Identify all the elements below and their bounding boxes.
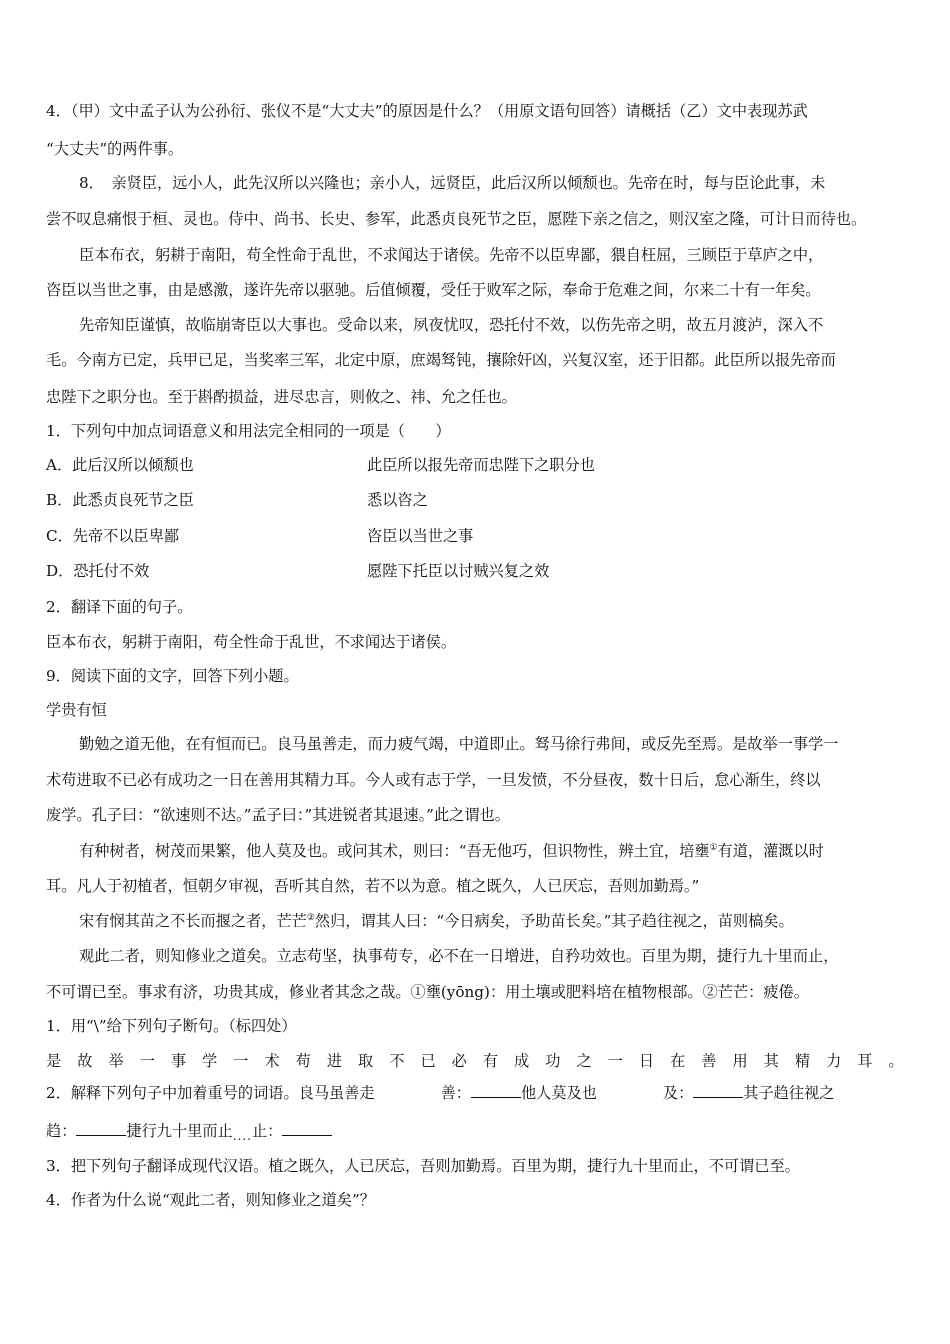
q8-passage-line: 毛。今南方已定，兵甲已足，当奖率三军，北定中原，庶竭驽钝，攘除奸凶，兴复汉室，还于旧都。此臣所以报先帝而 (46, 351, 836, 369)
q8-passage-line: 忠陛下之职分也。至于斟酌损益，进尽忠言，则攸之、祎、允之任也。 (46, 388, 517, 406)
sentence-char: 有 (482, 1052, 499, 1070)
q9-sub-question-2-line-1: 2．解释下列句子中加着重号的词语。良马虽善走 善： 他人莫及也 及： 其子趋往视之 (46, 1084, 835, 1102)
q8-question-2-stem: 2．翻译下面的句子。 (46, 598, 193, 616)
sentence-char: 一 (139, 1052, 155, 1070)
q9-intro: 9．阅读下面的文字，回答下列小题。 (46, 667, 299, 685)
sentence-char: 力 (826, 1052, 842, 1070)
sentence-char: 其 (763, 1052, 779, 1070)
q8-passage-line: 尝不叹息痛恨于桓、灵也。侍中、尚书、长史、参军，此悉贞良死节之臣，愿陛下亲之信之，则汉室之隆，可计日而待也。 (46, 210, 867, 228)
q9-passage-line: 不可谓已至。事求有济，功贵其成，修业者其念之哉。①壅(yōng)：用土壤或肥料培在植物根部。②芒芒：疲倦。 (46, 983, 809, 1001)
sentence-char: 取 (358, 1052, 374, 1070)
sentence-char: 故 (77, 1052, 93, 1070)
question-4-line-2: “大丈夫”的两件事。 (46, 140, 184, 158)
option-b-right: 悉以咨之 (367, 491, 428, 509)
sentence-char: 不 (389, 1052, 405, 1070)
sentence-char: 之 (576, 1052, 592, 1070)
sentence-char: 苟 (295, 1052, 311, 1070)
sentence-char: 举 (108, 1052, 124, 1070)
q9-sub-question-4: 4．作者为什么说“观此二者，则知修业之道矣”？ (46, 1191, 375, 1209)
sentence-char: 进 (326, 1052, 343, 1070)
sentence-char: 术 (264, 1052, 280, 1070)
answer-blank[interactable] (693, 1083, 743, 1098)
q9-passage-title: 学贵有恒 (46, 701, 107, 719)
sentence-char: 用 (732, 1052, 748, 1070)
answer-blank[interactable] (282, 1121, 332, 1136)
option-d-left: D．恐托付不效 (46, 562, 150, 580)
sentence-to-punctuate (46, 1050, 904, 1072)
q9-passage-line: 耳。凡人于初植者，恒朝夕审视，吾听其自然，若不以为意。植之既久，人已厌忘，吾则加勤焉。” (46, 877, 700, 895)
option-a-left: A．此后汉所以倾颓也 (46, 456, 194, 474)
sentence-char: 成 (514, 1052, 530, 1070)
sentence-char: 一 (233, 1052, 249, 1070)
q9-sub-question-1-stem: 1．用“\”给下列句子断句。（标四处） (46, 1017, 297, 1035)
q8-passage-line: 先帝知臣谨慎，故临崩寄臣以大事也。受命以来，夙夜忧叹，恐托付不效，以伤先帝之明，故五月渡泸，深入不 (79, 316, 824, 334)
q8-question-2-sentence: 臣本布衣，躬耕于南阳，苟全性命于乱世，不求闻达于诸侯。 (46, 633, 457, 651)
sentence-char: 精 (794, 1052, 811, 1070)
sentence-char: 。 (888, 1052, 904, 1070)
option-c-left: C．先帝不以臣卑鄙 (46, 527, 180, 545)
question-4-line-1: 4．（甲）文中孟子认为公孙衍、张仪不是“大丈夫”的原因是什么？（用原文语句回答）请概括（乙）文中表现苏武 (46, 102, 808, 120)
sentence-char: 在 (670, 1052, 686, 1070)
option-b-left: B．此悉贞良死节之臣 (46, 491, 194, 509)
answer-blank[interactable] (76, 1121, 126, 1136)
q9-passage-line: 宋有悯其苗之不长而揠之者，芒芒②然归，谓其人曰：“今日病矣，予助苗长矣。”其子趋往视之，苗则槁矣。 (79, 912, 794, 930)
q9-sub-question-3: 3．把下列句子翻译成现代汉语。植之既久，人已厌忘，吾则加勤焉。百里为期，捷行九十里而止，不可谓已至。 (46, 1157, 800, 1175)
sentence-char: 是 (46, 1052, 62, 1070)
answer-blank[interactable] (471, 1083, 521, 1098)
q8-passage-line: 8． 亲贤臣，远小人，此先汉所以兴隆也；亲小人，远贤臣，此后汉所以倾颓也。先帝在时，每与臣论此事，未 (79, 174, 826, 192)
q9-passage-line: 观此二者，则知修业之道矣。立志苟坚，执事苟专，必不在一日增进，自矜功效也。百里为期，捷行九十里而止， (79, 947, 839, 965)
sentence-char: 已 (420, 1052, 436, 1070)
q8-passage-line: 臣本布衣，躬耕于南阳，苟全性命于乱世，不求闻达于诸侯。先帝不以臣卑鄙，猥自枉屈，三顾臣于草庐之中， (79, 246, 824, 264)
q9-passage-line: 有种树者，树茂而果繁，他人莫及也。或问其术，则曰：“吾无他巧，但识物性，辨土宜，培壅①有道，灌溉以时 (79, 842, 824, 860)
footnote-marker: ② (306, 912, 315, 923)
q8-passage-line: 咨臣以当世之事，由是感激，遂许先帝以驱驰。后值倾覆，受任于败军之际，奉命于危难之间，尔来二十有一年矣。 (46, 281, 821, 299)
q9-sub-question-2-line-2: 趋： 捷行九十里而止$_{....}$止： (46, 1120, 332, 1147)
q9-passage-line: 术苟进取不已必有成功之一日在善用其精力耳。今人或有志于学，一旦发愤，不分昼夜，数十日后，怠心渐生，终以 (46, 771, 821, 789)
q9-passage-line: 勤勉之道无他，在有恒而已。良马虽善走，而力疲气竭，中道即止。驽马徐行弗间，或反先至焉。是故举一事学一 (79, 735, 839, 753)
sentence-char: 必 (451, 1052, 467, 1070)
sentence-char: 日 (638, 1052, 655, 1070)
sentence-char: 功 (545, 1052, 561, 1070)
sentence-char: 善 (701, 1052, 717, 1070)
q8-question-1-stem: 1．下列句中加点词语意义和用法完全相同的一项是（ ） (46, 422, 451, 440)
sentence-char: 耳 (857, 1052, 873, 1070)
option-d-right: 愿陛下托臣以讨贼兴复之效 (367, 562, 550, 580)
option-a-right: 此臣所以报先帝而忠陛下之职分也 (367, 456, 595, 474)
sentence-char: 事 (170, 1052, 186, 1070)
footnote-marker: ① (709, 842, 718, 853)
sentence-char: 一 (607, 1052, 623, 1070)
option-c-right: 咨臣以当世之事 (367, 527, 474, 545)
q9-passage-line: 废学。孔子曰：“欲速则不达。”孟子曰：”其进锐者其退速。”此之谓也。 (46, 806, 510, 824)
emphasis-dots: .... (232, 1129, 252, 1143)
sentence-char: 学 (202, 1052, 218, 1070)
